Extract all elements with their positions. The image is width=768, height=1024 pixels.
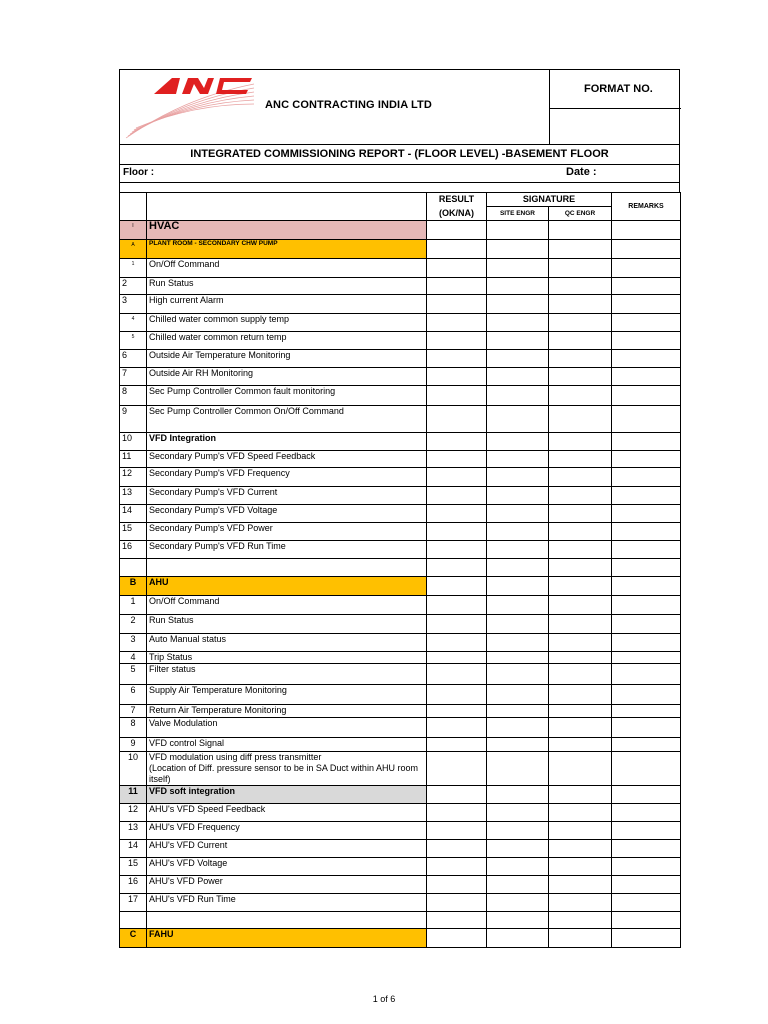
- item-description: HVAC: [147, 221, 427, 240]
- qc-engr-cell[interactable]: [549, 894, 612, 912]
- result-cell[interactable]: [427, 804, 487, 822]
- item-description: Outside Air RH Monitoring: [147, 368, 427, 386]
- qc-engr-cell[interactable]: [549, 278, 612, 295]
- row-number: 14: [120, 505, 147, 523]
- item-description: AHU's VFD Voltage: [147, 858, 427, 876]
- table-row: [120, 332, 681, 350]
- item-description: AHU's VFD Run Time: [147, 894, 427, 912]
- qc-engr-cell[interactable]: [549, 433, 612, 451]
- remarks-cell[interactable]: [612, 314, 681, 332]
- qc-engr-cell[interactable]: [549, 541, 612, 559]
- date-label: Date :: [566, 166, 597, 178]
- row-number: 8: [120, 718, 147, 738]
- row-number: 11: [120, 786, 147, 804]
- result-cell[interactable]: [427, 615, 487, 634]
- table-row: [120, 652, 681, 664]
- qc-engr-cell[interactable]: [549, 615, 612, 634]
- item-description: AHU's VFD Frequency: [147, 822, 427, 840]
- item-description: Sec Pump Controller Common On/Off Command: [147, 406, 427, 433]
- table-row: [120, 894, 681, 912]
- qc-engr-cell[interactable]: [549, 259, 612, 278]
- row-number: 17: [120, 894, 147, 912]
- result-cell[interactable]: [427, 840, 487, 858]
- column-header-row-2: [120, 207, 681, 221]
- item-description: Secondary Pump's VFD Frequency: [147, 468, 427, 487]
- site-engr-cell[interactable]: [487, 523, 549, 541]
- row-number: 9: [120, 738, 147, 752]
- row-number: 15: [120, 858, 147, 876]
- site-engr-cell[interactable]: [487, 718, 549, 738]
- site-engr-cell[interactable]: [487, 350, 549, 368]
- qc-engr-cell[interactable]: [549, 505, 612, 523]
- qc-engr-cell[interactable]: [549, 577, 612, 596]
- table-row: [120, 876, 681, 894]
- site-engr-cell[interactable]: [487, 278, 549, 295]
- item-description: Valve Modulation: [147, 718, 427, 738]
- table-row: [120, 240, 681, 259]
- site-engr-cell[interactable]: [487, 314, 549, 332]
- qc-engr-cell[interactable]: [549, 858, 612, 876]
- table-row: [120, 386, 681, 406]
- site-engr-cell[interactable]: [487, 406, 549, 433]
- table-row: [120, 541, 681, 559]
- remarks-cell[interactable]: [612, 559, 681, 577]
- row-number: 12: [120, 804, 147, 822]
- qc-engr-cell[interactable]: [549, 596, 612, 615]
- remarks-cell[interactable]: [612, 912, 681, 929]
- site-engr-cell[interactable]: [487, 368, 549, 386]
- anc-logo: [124, 72, 258, 140]
- remarks-cell[interactable]: [612, 332, 681, 350]
- remarks-cell[interactable]: [612, 634, 681, 652]
- row-number: 4: [120, 652, 147, 664]
- item-description: Secondary Pump's VFD Current: [147, 487, 427, 505]
- item-description: On/Off Command: [147, 259, 427, 278]
- item-description: VFD Integration: [147, 433, 427, 451]
- row-number: 9: [120, 406, 147, 433]
- table-row: [120, 314, 681, 332]
- row-number: 7: [120, 705, 147, 718]
- item-description: VFD control Signal: [147, 738, 427, 752]
- remarks-cell[interactable]: [612, 541, 681, 559]
- site-engr-cell[interactable]: [487, 487, 549, 505]
- row-number: 5: [120, 332, 147, 350]
- site-engr-cell[interactable]: [487, 929, 549, 948]
- row-number: I: [120, 221, 147, 240]
- item-description: AHU's VFD Current: [147, 840, 427, 858]
- row-number: 5: [120, 664, 147, 685]
- result-cell[interactable]: [427, 685, 487, 705]
- result-cell[interactable]: [427, 596, 487, 615]
- row-number: 16: [120, 541, 147, 559]
- result-cell[interactable]: [427, 350, 487, 368]
- row-number: A: [120, 240, 147, 259]
- remarks-cell[interactable]: [612, 652, 681, 664]
- item-description: Sec Pump Controller Common fault monitoring: [147, 386, 427, 406]
- checklist-table: [119, 192, 681, 948]
- qc-engr-cell[interactable]: [549, 559, 612, 577]
- row-number: 14: [120, 840, 147, 858]
- site-engr-cell[interactable]: [487, 505, 549, 523]
- remarks-cell[interactable]: [612, 386, 681, 406]
- qc-engr-cell[interactable]: [549, 368, 612, 386]
- remarks-cell[interactable]: [612, 505, 681, 523]
- site-engr-cell[interactable]: [487, 615, 549, 634]
- result-cell[interactable]: [427, 505, 487, 523]
- site-engr-cell[interactable]: [487, 295, 549, 314]
- qc-engr-cell[interactable]: [549, 451, 612, 468]
- row-number: B: [120, 577, 147, 596]
- row-number: 2: [120, 615, 147, 634]
- result-cell[interactable]: [427, 822, 487, 840]
- row-number: 7: [120, 368, 147, 386]
- format-number-label: FORMAT NO.: [550, 70, 681, 109]
- signature-header: SIGNATURE: [487, 193, 612, 207]
- table-row: [120, 523, 681, 541]
- remarks-cell[interactable]: [612, 804, 681, 822]
- site-engr-cell[interactable]: [487, 332, 549, 350]
- site-engr-cell[interactable]: [487, 752, 549, 786]
- item-description: Return Air Temperature Monitoring: [147, 705, 427, 718]
- item-description: On/Off Command: [147, 596, 427, 615]
- table-row: [120, 505, 681, 523]
- table-row: [120, 718, 681, 738]
- table-row: [120, 738, 681, 752]
- remarks-cell[interactable]: [612, 786, 681, 804]
- item-description: PLANT ROOM - SECONDARY CHW PUMP: [147, 240, 427, 259]
- item-description: Run Status: [147, 615, 427, 634]
- qc-engr-cell[interactable]: [549, 912, 612, 929]
- item-description: Chilled water common supply temp: [147, 314, 427, 332]
- site-engr-cell[interactable]: [487, 240, 549, 259]
- site-engr-cell[interactable]: [487, 685, 549, 705]
- item-description: Outside Air Temperature Monitoring: [147, 350, 427, 368]
- qc-engr-cell[interactable]: [549, 652, 612, 664]
- item-description: AHU's VFD Power: [147, 876, 427, 894]
- site-engr-cell[interactable]: [487, 786, 549, 804]
- remarks-cell[interactable]: [612, 451, 681, 468]
- site-engr-cell[interactable]: [487, 705, 549, 718]
- result-cell[interactable]: [427, 541, 487, 559]
- result-header: RESULT: [427, 193, 487, 207]
- site-engr-cell[interactable]: [487, 433, 549, 451]
- table-row: [120, 840, 681, 858]
- result-cell[interactable]: [427, 468, 487, 487]
- remarks-cell[interactable]: [612, 350, 681, 368]
- table-row: [120, 577, 681, 596]
- result-cell[interactable]: [427, 295, 487, 314]
- item-description: Run Status: [147, 278, 427, 295]
- item-description: [147, 912, 427, 929]
- remarks-cell[interactable]: [612, 259, 681, 278]
- site-engr-cell[interactable]: [487, 840, 549, 858]
- item-description: Secondary Pump's VFD Power: [147, 523, 427, 541]
- result-subheader: (OK/NA): [427, 207, 487, 221]
- result-cell[interactable]: [427, 894, 487, 912]
- item-description: Secondary Pump's VFD Speed Feedback: [147, 451, 427, 468]
- result-cell[interactable]: [427, 664, 487, 685]
- qc-engr-cell[interactable]: [549, 314, 612, 332]
- site-engr-cell[interactable]: [487, 451, 549, 468]
- qc-engr-cell[interactable]: [549, 468, 612, 487]
- qc-engr-cell[interactable]: [549, 487, 612, 505]
- table-row: [120, 487, 681, 505]
- result-cell[interactable]: [427, 577, 487, 596]
- qc-engr-cell[interactable]: [549, 295, 612, 314]
- remarks-cell[interactable]: [612, 615, 681, 634]
- qc-engr-cell[interactable]: [549, 738, 612, 752]
- result-cell[interactable]: [427, 221, 487, 240]
- row-number: 3: [120, 634, 147, 652]
- qc-engr-cell[interactable]: [549, 822, 612, 840]
- remarks-cell[interactable]: [612, 705, 681, 718]
- item-description: Filter status: [147, 664, 427, 685]
- row-number: 3: [120, 295, 147, 314]
- item-description: High current Alarm: [147, 295, 427, 314]
- report-header: [119, 69, 680, 144]
- site-engr-cell[interactable]: [487, 386, 549, 406]
- table-row: [120, 350, 681, 368]
- result-cell[interactable]: [427, 314, 487, 332]
- remarks-cell[interactable]: [612, 221, 681, 240]
- remarks-cell[interactable]: [612, 685, 681, 705]
- result-cell[interactable]: [427, 332, 487, 350]
- item-description: FAHU: [147, 929, 427, 948]
- floor-date-row: [119, 164, 680, 182]
- remarks-cell[interactable]: [612, 487, 681, 505]
- item-description: Supply Air Temperature Monitoring: [147, 685, 427, 705]
- site-engr-cell[interactable]: [487, 876, 549, 894]
- qc-engr-cell[interactable]: [549, 240, 612, 259]
- site-engr-cell[interactable]: [487, 259, 549, 278]
- qc-engr-cell[interactable]: [549, 664, 612, 685]
- remarks-cell[interactable]: [612, 718, 681, 738]
- site-engr-cell[interactable]: [487, 804, 549, 822]
- qc-engr-cell[interactable]: [549, 840, 612, 858]
- remarks-cell[interactable]: [612, 738, 681, 752]
- row-number: [120, 912, 147, 929]
- table-row: [120, 278, 681, 295]
- site-engr-cell[interactable]: [487, 652, 549, 664]
- site-engr-header: SITE ENGR: [487, 207, 549, 221]
- table-row: [120, 468, 681, 487]
- remarks-cell[interactable]: [612, 433, 681, 451]
- remarks-cell[interactable]: [612, 822, 681, 840]
- format-number-box: [549, 70, 681, 144]
- row-number: 4: [120, 314, 147, 332]
- table-row: [120, 596, 681, 615]
- site-engr-cell[interactable]: [487, 221, 549, 240]
- qc-engr-cell[interactable]: [549, 406, 612, 433]
- row-number: 1: [120, 596, 147, 615]
- qc-engr-cell[interactable]: [549, 332, 612, 350]
- table-row: [120, 295, 681, 314]
- site-engr-cell[interactable]: [487, 541, 549, 559]
- qc-engr-header: QC ENGR: [549, 207, 612, 221]
- qc-engr-cell[interactable]: [549, 718, 612, 738]
- row-number: 13: [120, 487, 147, 505]
- row-number: 15: [120, 523, 147, 541]
- table-row: [120, 858, 681, 876]
- site-engr-cell[interactable]: [487, 738, 549, 752]
- table-row: [120, 786, 681, 804]
- table-row: [120, 615, 681, 634]
- spacer-row: [119, 182, 680, 192]
- table-row: [120, 451, 681, 468]
- result-cell[interactable]: [427, 912, 487, 929]
- row-number: 2: [120, 278, 147, 295]
- table-row: [120, 685, 681, 705]
- site-engr-cell[interactable]: [487, 894, 549, 912]
- table-row: [120, 804, 681, 822]
- item-description: VFD modulation using diff press transmitter (Location of Diff. pressure sensor to be in SA Duct within AHU room itself): [147, 752, 427, 786]
- remarks-cell[interactable]: [612, 295, 681, 314]
- remarks-cell[interactable]: [612, 596, 681, 615]
- qc-engr-cell[interactable]: [549, 685, 612, 705]
- remarks-cell[interactable]: [612, 894, 681, 912]
- qc-engr-cell[interactable]: [549, 929, 612, 948]
- remarks-cell[interactable]: [612, 523, 681, 541]
- qc-engr-cell[interactable]: [549, 221, 612, 240]
- table-row: [120, 368, 681, 386]
- row-number: 10: [120, 433, 147, 451]
- qc-engr-cell[interactable]: [549, 634, 612, 652]
- row-number: 6: [120, 350, 147, 368]
- row-number: 10: [120, 752, 147, 786]
- item-description: Chilled water common return temp: [147, 332, 427, 350]
- row-number: C: [120, 929, 147, 948]
- table-row: [120, 221, 681, 240]
- remarks-cell[interactable]: [612, 876, 681, 894]
- result-cell[interactable]: [427, 929, 487, 948]
- remarks-cell[interactable]: [612, 929, 681, 948]
- result-cell[interactable]: [427, 858, 487, 876]
- result-cell[interactable]: [427, 634, 487, 652]
- result-cell[interactable]: [427, 705, 487, 718]
- item-description: Secondary Pump's VFD Voltage: [147, 505, 427, 523]
- row-number: 8: [120, 386, 147, 406]
- qc-engr-cell[interactable]: [549, 786, 612, 804]
- qc-engr-cell[interactable]: [549, 386, 612, 406]
- remarks-header: REMARKS: [612, 193, 681, 221]
- item-description: Secondary Pump's VFD Run Time: [147, 541, 427, 559]
- result-cell[interactable]: [427, 752, 487, 786]
- result-cell[interactable]: [427, 451, 487, 468]
- table-row: [120, 433, 681, 451]
- table-row: [120, 664, 681, 685]
- remarks-cell[interactable]: [612, 752, 681, 786]
- result-cell[interactable]: [427, 786, 487, 804]
- result-cell[interactable]: [427, 718, 487, 738]
- remarks-cell[interactable]: [612, 858, 681, 876]
- row-number: 1: [120, 259, 147, 278]
- table-row: [120, 705, 681, 718]
- result-cell[interactable]: [427, 259, 487, 278]
- remarks-cell[interactable]: [612, 468, 681, 487]
- remarks-cell[interactable]: [612, 240, 681, 259]
- site-engr-cell[interactable]: [487, 559, 549, 577]
- result-cell[interactable]: [427, 738, 487, 752]
- row-number: 12: [120, 468, 147, 487]
- result-cell[interactable]: [427, 523, 487, 541]
- site-engr-cell[interactable]: [487, 912, 549, 929]
- result-cell[interactable]: [427, 559, 487, 577]
- page-number: 1 of 6: [372, 994, 396, 1004]
- table-row: [120, 752, 681, 786]
- site-engr-cell[interactable]: [487, 664, 549, 685]
- result-cell[interactable]: [427, 487, 487, 505]
- column-header-row-1: [120, 193, 681, 207]
- qc-engr-cell[interactable]: [549, 705, 612, 718]
- row-number: 6: [120, 685, 147, 705]
- qc-engr-cell[interactable]: [549, 752, 612, 786]
- report-sheet: [119, 69, 680, 948]
- site-engr-cell[interactable]: [487, 596, 549, 615]
- result-cell[interactable]: [427, 368, 487, 386]
- row-number: 16: [120, 876, 147, 894]
- qc-engr-cell[interactable]: [549, 523, 612, 541]
- site-engr-cell[interactable]: [487, 634, 549, 652]
- row-number: 11: [120, 451, 147, 468]
- company-name: ANC CONTRACTING INDIA LTD: [265, 99, 432, 111]
- result-cell[interactable]: [427, 652, 487, 664]
- row-number: 13: [120, 822, 147, 840]
- report-title: INTEGRATED COMMISSIONING REPORT - (FLOOR LEVEL) -BASEMENT FLOOR: [119, 144, 680, 164]
- remarks-cell[interactable]: [612, 577, 681, 596]
- item-description: AHU's VFD Speed Feedback: [147, 804, 427, 822]
- table-row: [120, 912, 681, 929]
- qc-engr-cell[interactable]: [549, 876, 612, 894]
- remarks-cell[interactable]: [612, 664, 681, 685]
- remarks-cell[interactable]: [612, 278, 681, 295]
- site-engr-cell[interactable]: [487, 858, 549, 876]
- table-row: [120, 822, 681, 840]
- result-cell[interactable]: [427, 406, 487, 433]
- item-description: AHU: [147, 577, 427, 596]
- result-cell[interactable]: [427, 240, 487, 259]
- result-cell[interactable]: [427, 433, 487, 451]
- result-cell[interactable]: [427, 278, 487, 295]
- remarks-cell[interactable]: [612, 368, 681, 386]
- table-row: [120, 406, 681, 433]
- item-description: [147, 559, 427, 577]
- table-row: [120, 929, 681, 948]
- site-engr-cell[interactable]: [487, 822, 549, 840]
- row-number: [120, 559, 147, 577]
- qc-engr-cell[interactable]: [549, 350, 612, 368]
- site-engr-cell[interactable]: [487, 577, 549, 596]
- table-row: [120, 259, 681, 278]
- item-description: Auto Manual status: [147, 634, 427, 652]
- table-row: [120, 559, 681, 577]
- qc-engr-cell[interactable]: [549, 804, 612, 822]
- remarks-cell[interactable]: [612, 406, 681, 433]
- item-description: VFD soft integration: [147, 786, 427, 804]
- table-row: [120, 634, 681, 652]
- result-cell[interactable]: [427, 386, 487, 406]
- result-cell[interactable]: [427, 876, 487, 894]
- remarks-cell[interactable]: [612, 840, 681, 858]
- floor-label: Floor :: [123, 167, 155, 178]
- item-description: Trip Status: [147, 652, 427, 664]
- site-engr-cell[interactable]: [487, 468, 549, 487]
